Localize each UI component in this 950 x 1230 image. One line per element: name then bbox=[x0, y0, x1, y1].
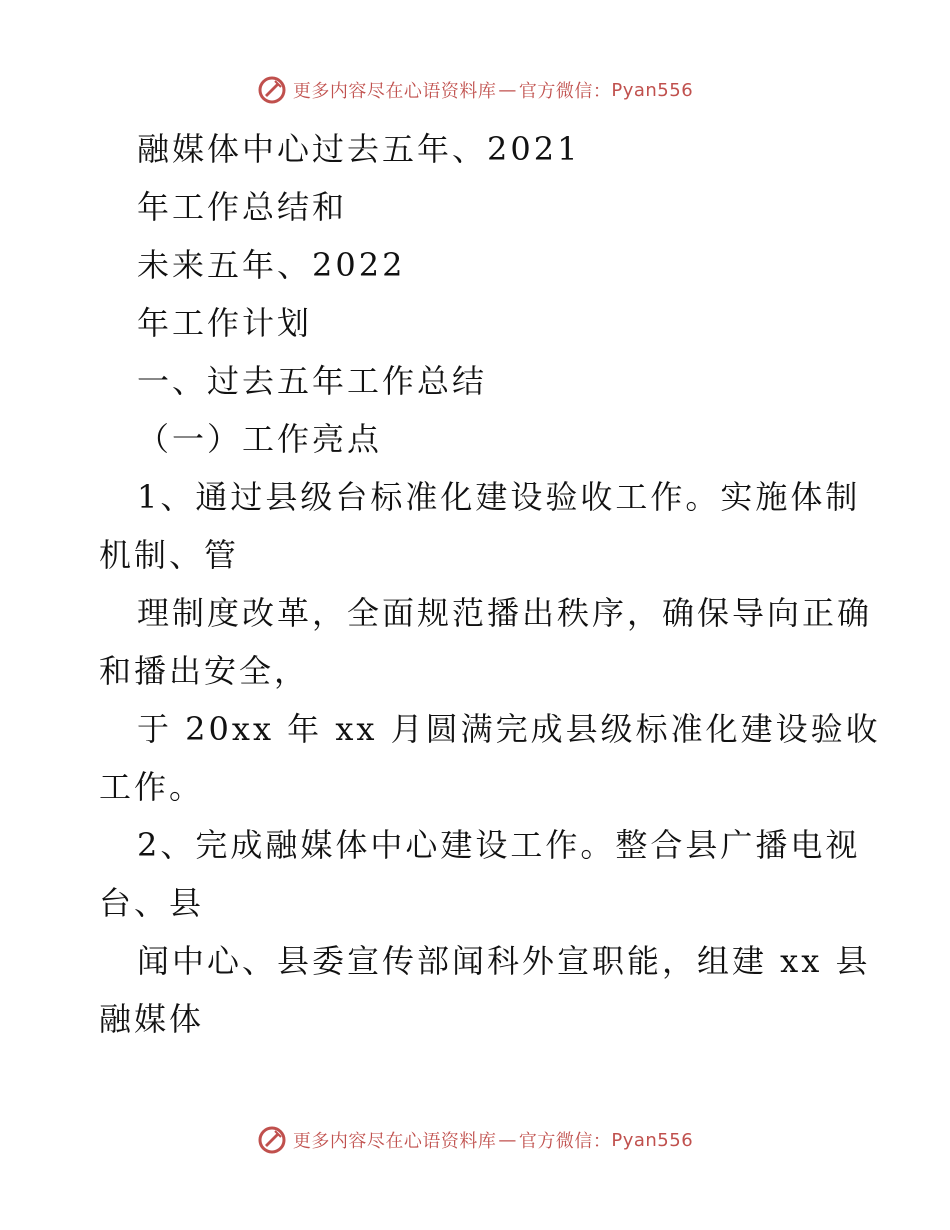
paragraph-line: 和播出安全， bbox=[99, 652, 310, 690]
paragraph-line: 融媒体 bbox=[99, 1000, 205, 1038]
subsection-heading: （一）工作亮点 bbox=[137, 420, 383, 458]
paragraph-line: 理制度改革，全面规范播出秩序，确保导向正确 bbox=[137, 594, 873, 632]
watermark-text: 更多内容尽在心语资料库 bbox=[292, 81, 497, 102]
quill-logo-icon bbox=[257, 1125, 287, 1155]
watermark-text: 更多内容尽在心语资料库 bbox=[292, 1131, 497, 1152]
paragraph-line: 台、县 bbox=[99, 884, 205, 922]
document-title-line-1: 融媒体中心过去五年、2021 bbox=[137, 130, 581, 168]
paragraph-line: 闻中心、县委宣传部闻科外宣职能，组建 xx 县 bbox=[137, 942, 871, 980]
watermark-separator: — bbox=[498, 1129, 517, 1151]
paragraph-line: 工作。 bbox=[99, 768, 205, 806]
watermark-wechat-label: 官方微信： bbox=[518, 1131, 612, 1152]
document-title-line-3: 未来五年、2022 bbox=[137, 246, 406, 284]
watermark-wechat-id: Pyan556 bbox=[611, 1129, 694, 1151]
paragraph-line: 2、完成融媒体中心建设工作。整合县广播电视 bbox=[137, 826, 861, 864]
watermark-separator: — bbox=[498, 79, 517, 101]
paragraph-line: 于 20xx 年 xx 月圆满完成县级标准化建设验收 bbox=[137, 710, 881, 748]
section-heading: 一、过去五年工作总结 bbox=[137, 362, 488, 400]
paragraph-line: 1、通过县级台标准化建设验收工作。实施体制 bbox=[137, 478, 861, 516]
header-watermark bbox=[0, 72, 950, 108]
document-title-line-2: 年工作总结和 bbox=[137, 188, 348, 226]
document-title-line-4: 年工作计划 bbox=[137, 304, 313, 342]
paragraph-line: 机制、管 bbox=[99, 536, 240, 574]
footer-watermark bbox=[0, 1122, 950, 1158]
quill-logo-icon bbox=[257, 75, 287, 105]
watermark-wechat-id: Pyan556 bbox=[611, 79, 694, 101]
watermark-wechat-label: 官方微信： bbox=[518, 81, 612, 102]
